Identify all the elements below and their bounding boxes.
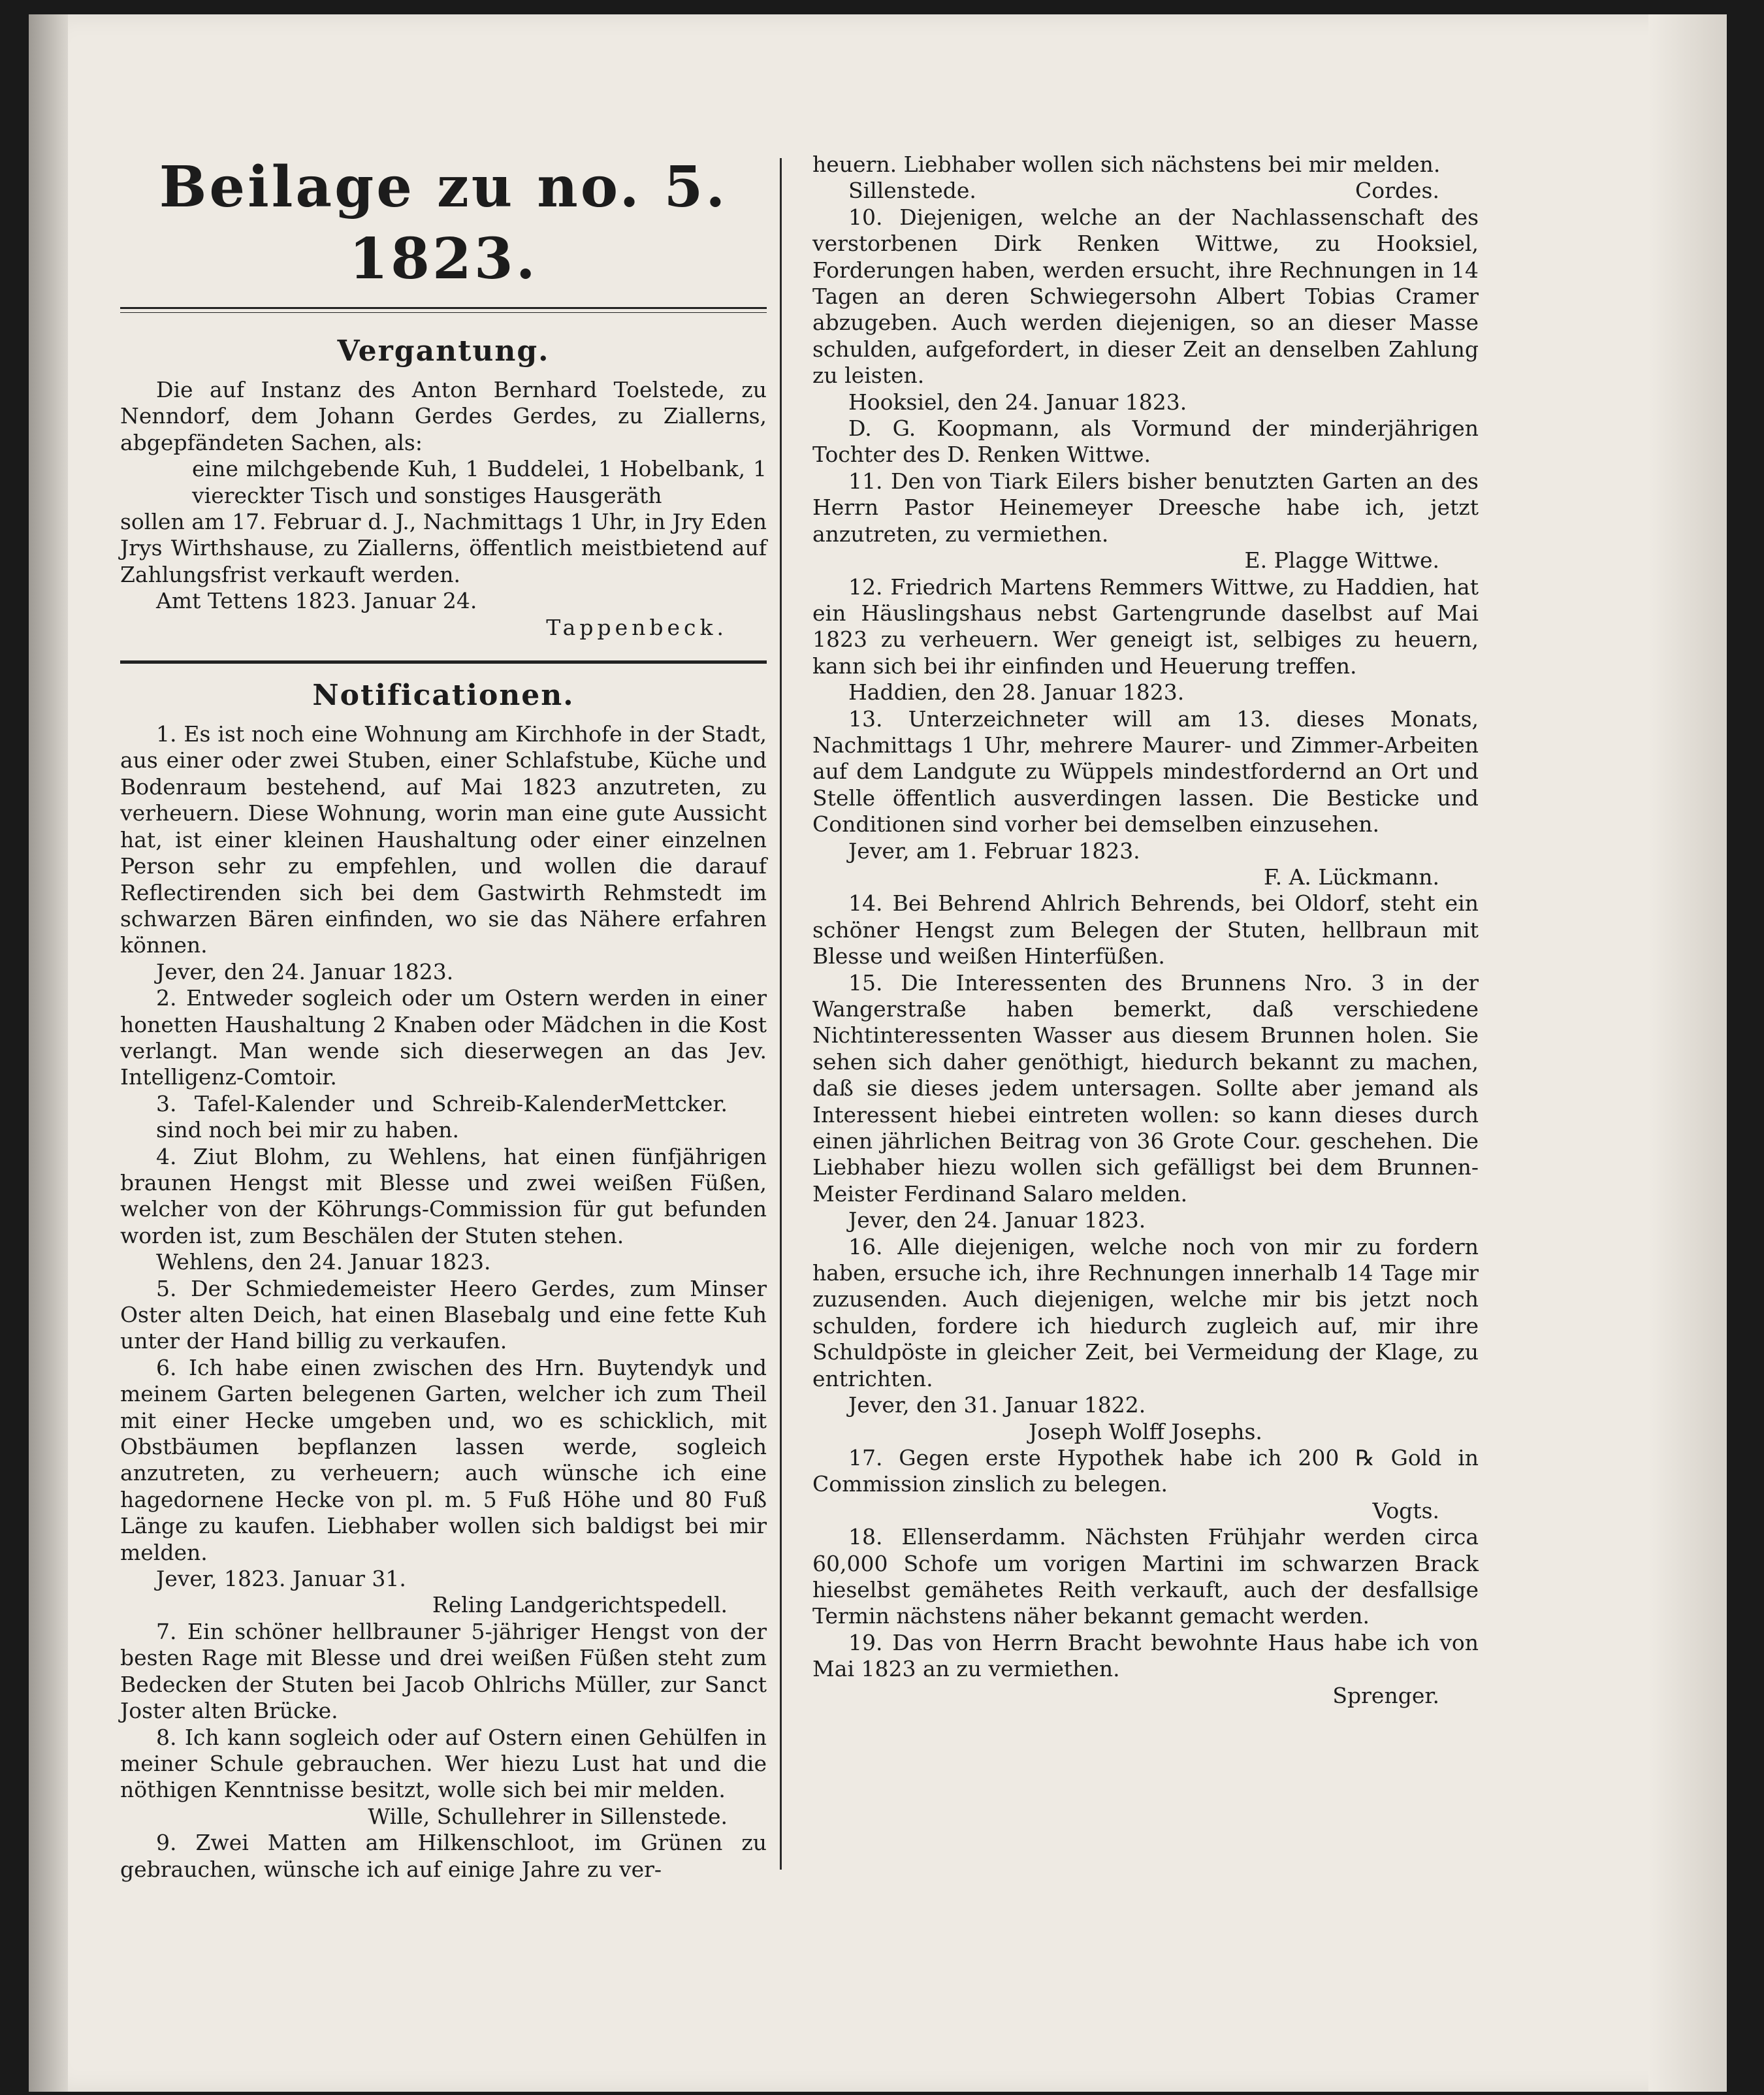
notice-16: 16. Alle diejenigen, welche noch von mir zu fordern haben, ersuche ich, ihre Rechnungen innerhalb 14 Tage mir zuzusenden. Auch diejenigen, welche mir bis jetzt noch schulden, fordere ich hiedurch zugleich auf, mir ihre Schuldpöste in gleicher Zeit, bei Vermeidung der Klage, zu entrichten. (812, 1233, 1479, 1391)
notice-5: 5. Der Schmiedemeister Heero Gerdes, zum Minser Oster alten Deich, hat einen Blasebalg und eine fette Kuh unter der Hand billig zu verkaufen. (120, 1275, 767, 1354)
notice-8-signature: Wille, Schullehrer in Sillenstede. (368, 1803, 728, 1829)
notice-1-date: Jever, den 24. Januar 1823. (156, 958, 454, 984)
notice-7: 7. Ein schöner hellbrauner 5-jähriger Hengst von der besten Rage mit Blesse und drei weißen Füßen steht zum Bedecken der Stuten bei Jacob Ohlrichs Müller, zur Sanct Joster alten Brücke. (120, 1618, 767, 1724)
notice-18: 18. Ellenserdamm. Nächsten Frühjahr werden circa 60,000 Schofe um vorigen Martini im schwarzen Brack hieselbst gemähetes Reith verkauft, auch der desfallsige Termin nächstens näher bekannt gemacht werden. (812, 1524, 1479, 1629)
notice-6-signature: Reling Landgerichtspedell. (432, 1592, 728, 1618)
newspaper-page (29, 14, 1727, 2092)
left-column (120, 152, 767, 1883)
notice-12: 12. Friedrich Martens Remmers Wittwe, zu Haddien, hat ein Häuslingshaus nebst Gartengrunde daselbst auf Mai 1823 zu verheuern. Wer geneigt ist, selbiges zu heuern, kann sich bei ihr einfinden und Heuerung treffen. (812, 574, 1479, 679)
vergantung-text: Die auf Instanz des Anton Bernhard Toelstede, zu Nenndorf, dem Johann Gerdes Gerdes, zu Ziallerns, abgepfändeten Sachen, als: (120, 377, 767, 455)
notice-13-date: Jever, am 1. Februar 1823. (848, 837, 1140, 864)
page-edge (1648, 14, 1727, 2092)
notice-10-date: Hooksiel, den 24. Januar 1823. (848, 389, 1187, 415)
notice-1: 1. Es ist noch eine Wohnung am Kirchhofe in der Stadt, aus einer oder zwei Stuben, einer Schlafstube, Küche und Bodenraum bestehend, auf Mai 1823 anzutreten, zu verheuern. Diese Wohnung, worin man eine gute Aussicht hat, ist einer kleinen Haushaltung oder einer einzelnen Person sehr zu empfehlen, und wollen die darauf Reflectirenden sich bei dem Gastwirth Rehmstedt im schwarzen Bären einfinden, wo sie das Nähere erfahren können. (120, 721, 767, 958)
book-spine-shadow (29, 14, 68, 2092)
vergantung-text2: sollen am 17. Februar d. J., Nachmittags 1 Uhr, in Jry Eden Jrys Wirthshause, zu Ziallerns, öffentlich meistbietend auf Zahlungsfrist verkauft werden. (120, 509, 767, 587)
vergantung-signature: Tappenbeck. (546, 614, 728, 640)
notice-3-row (120, 1091, 767, 1144)
notice-17: 17. Gegen erste Hypothek habe ich 200 ℞ Gold in Commission zinslich zu belegen. (812, 1444, 1479, 1497)
notice-9: 9. Zwei Matten am Hilkenschloot, im Grünen zu gebrauchen, wünsche ich auf einige Jahre zu ver- (120, 1830, 767, 1882)
section-rule (120, 660, 767, 664)
vergantung-place-date: Amt Tettens 1823. Januar 24. (156, 588, 477, 614)
notice-10: 10. Diejenigen, welche an der Nachlassenschaft des verstorbenen Dirk Renken Wittwe, zu Hooksiel, Forderungen haben, werden ersucht, ihre Rechnungen in 14 Tagen an deren Schwiegersohn Albert Tobias Cramer abzugeben. Auch werden diejenigen, so an dieser Masse schulden, aufgefordert, in dieser Zeit an denselben Zahlung zu leisten. (812, 204, 1479, 389)
notice-12-date: Haddien, den 28. Januar 1823. (848, 679, 1185, 706)
notice-10-signature: D. G. Koopmann, als Vormund der minderjährigen Tochter des D. Renken Wittwe. (812, 415, 1479, 468)
vergantung-heading: Vergantung. (337, 334, 550, 368)
notice-17-signature: Vogts. (1372, 1497, 1439, 1523)
right-column (812, 152, 1479, 1709)
notifications-heading: Notificationen. (312, 679, 575, 713)
notice-4: 4. Ziut Blohm, zu Wehlens, hat einen fünfjährigen braunen Hengst mit Blesse und zwei weißen Füßen, welcher von der Köhrungs-Commission für gut befunden worden ist, zum Beschälen der Stuten stehen. (120, 1143, 767, 1248)
vergantung-items: eine milchgebende Kuh, 1 Buddelei, 1 Hobelbank, 1 viereckter Tisch und sonstiges Hausgeräth (192, 456, 767, 508)
notice-9-place: Sillenstede. (848, 178, 976, 204)
notice-15-date: Jever, den 24. Januar 1823. (848, 1207, 1146, 1233)
notice-6-date: Jever, 1823. Januar 31. (156, 1566, 406, 1592)
notice-15: 15. Die Interessenten des Brunnens Nro. 3 in der Wangerstraße haben bemerkt, daß verschiedene Nichtinteressenten Wasser aus diesem Brunnen holen. Sie sehen sich daher genöthigt, hiedurch bekannt zu machen, daß sie dieses jedem untersagen. Sollte aber jemand als Interessent hiebei eintreten wollen: so kann dieses durch einen jährlichen Beitrag von 36 Grote Cour. geschehen. Die Liebhaber hiezu wollen sich gefälligst bei dem Brunnen-Meister Ferdinand Salaro melden. (812, 969, 1479, 1207)
notice-19-signature: Sprenger. (1332, 1682, 1439, 1708)
page-title: Beilage zu no. 5. 1823. (159, 154, 728, 292)
notice-6: 6. Ich habe einen zwischen des Hrn. Buytendyk und meinem Garten belegenen Garten, welcher ich zum Theil mit einer Hecke umgeben und, wo es schicklich, mit Obstbäumen bepflanzen lassen werde, sogleich anzutreten, zu verheuern; auch wünsche ich eine hagedornene Hecke von pl. m. 5 Fuß Höhe und 80 Fuß Länge zu kaufen. Liebhaber wollen sich baldigst bei mir melden. (120, 1354, 767, 1565)
notice-4-date: Wehlens, den 24. Januar 1823. (156, 1249, 491, 1275)
notice-8: 8. Ich kann sogleich oder auf Ostern einen Gehülfen in meiner Schule gebrauchen. Wer hiezu Lust hat und die nöthigen Kenntnisse besitzt, wolle sich bei mir melden. (120, 1724, 767, 1803)
notice-9-sign-row (812, 178, 1479, 204)
notice-9-continued: heuern. Liebhaber wollen sich nächstens bei mir melden. (812, 152, 1441, 177)
title-rule (120, 307, 767, 313)
notice-13: 13. Unterzeichneter will am 13. dieses Monats, Nachmittags 1 Uhr, mehrere Maurer- und Zimmer-Arbeiten auf dem Landgute zu Wüppels mindestfordernd an Ort und Stelle öffentlich ausverdingen lassen. Die Besticke und Conditionen sind vorher bei demselben einzusehen. (812, 706, 1479, 837)
notice-3: 3. Tafel-Kalender und Schreib-Kalender sind noch bei mir zu haben. (156, 1090, 623, 1143)
notice-13-signature: F. A. Lückmann. (1263, 864, 1439, 890)
notice-14: 14. Bei Behrend Ahlrich Behrends, bei Oldorf, steht ein schöner Hengst zum Belegen der Stuten, hellbraun mit Blesse und weißen Hinterfüßen. (812, 890, 1479, 969)
notice-2: 2. Entweder sogleich oder um Ostern werden in einer honetten Haushaltung 2 Knaben oder Mädchen in die Kost verlangt. Man wende sich dieserwegen an das Jev. Intelligenz-Comtoir. (120, 985, 767, 1090)
notice-11-signature: E. Plagge Wittwe. (1244, 547, 1439, 574)
notice-11: 11. Den von Tiark Eilers bisher benutzten Garten an des Herrn Pastor Heinemeyer Dreesche habe ich, jetzt anzutreten, zu vermiethen. (812, 468, 1479, 547)
column-divider (780, 158, 782, 1870)
notice-16-signature: Joseph Wolff Josephs. (1029, 1418, 1262, 1444)
notice-3-signature: Mettcker. (622, 1090, 728, 1116)
notice-19: 19. Das von Herrn Bracht bewohnte Haus habe ich von Mai 1823 an zu vermiethen. (812, 1629, 1479, 1682)
notice-16-date: Jever, den 31. Januar 1822. (848, 1392, 1146, 1418)
notice-9-signature: Cordes. (1355, 178, 1439, 204)
